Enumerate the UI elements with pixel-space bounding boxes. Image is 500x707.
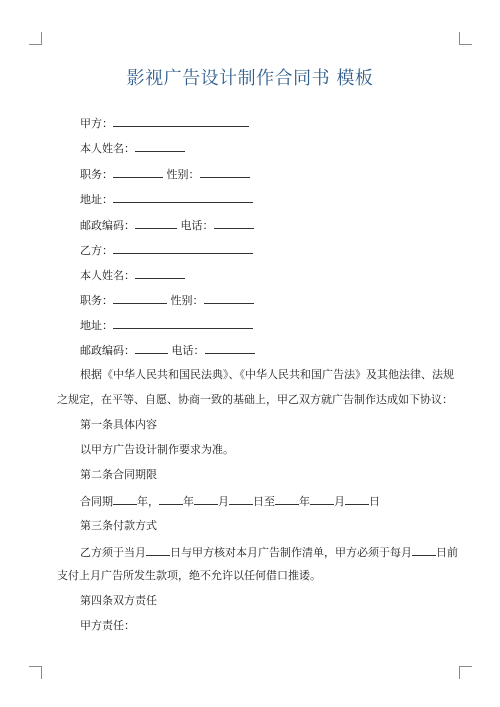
party-b-postcode-label: 邮政编码： xyxy=(80,344,135,357)
crop-mark-bottom-left xyxy=(29,666,42,679)
party-b-address-blank[interactable] xyxy=(113,317,253,329)
party-a-line xyxy=(80,115,249,131)
start-year2-blank[interactable] xyxy=(159,493,183,505)
year-label: 年 xyxy=(183,495,194,508)
party-a-position-line xyxy=(80,166,250,182)
article-1-text: 以甲方广告设计制作要求为准。 xyxy=(80,443,234,456)
article-1-heading: 第一条具体内容 xyxy=(80,418,157,431)
party-b-phone-label: 电话： xyxy=(171,344,205,357)
party-a-address-label: 地址： xyxy=(80,193,113,206)
end-year-blank[interactable] xyxy=(275,493,299,505)
payment-line-1 xyxy=(80,544,458,560)
party-a-postcode-line xyxy=(80,217,254,233)
start-year-blank[interactable] xyxy=(113,493,137,505)
party-b-label: 乙方： xyxy=(80,244,113,257)
article-4-heading: 第四条双方责任 xyxy=(80,594,157,607)
check-day-blank[interactable] xyxy=(146,544,170,556)
start-day-blank[interactable] xyxy=(229,493,253,505)
party-b-position-blank[interactable] xyxy=(113,292,167,304)
party-a-position-blank[interactable] xyxy=(113,166,163,178)
party-a-label: 甲方： xyxy=(80,117,113,130)
payment-text-b: 日与甲方核对本月广告制作清单，甲方必须于每月 xyxy=(170,546,412,559)
crop-mark-top-right xyxy=(459,32,472,45)
article-2-heading: 第二条合同期限 xyxy=(80,468,157,481)
preamble-line-1: 根据《中华人民共和国民法典》、《中华人民共和国广告法》及其他法律、法规 xyxy=(80,368,454,381)
year-label: 年 xyxy=(137,495,148,508)
article-3-heading: 第三条付款方式 xyxy=(80,519,157,532)
party-b-name-blank[interactable] xyxy=(135,267,185,279)
party-b-postcode-blank[interactable] xyxy=(135,342,168,354)
month-label: 月 xyxy=(334,495,345,508)
party-b-phone-blank[interactable] xyxy=(205,342,255,354)
party-a-phone-label: 电话： xyxy=(180,219,214,232)
party-a-name-line xyxy=(80,140,185,156)
party-a-phone-blank[interactable] xyxy=(214,217,254,229)
document-title: 影视广告设计制作合同书 模板 xyxy=(126,68,374,89)
party-a-name-blank[interactable] xyxy=(135,140,185,152)
party-b-name-label: 本人姓名： xyxy=(80,269,135,282)
party-b-name-line xyxy=(80,267,185,283)
party-a-gender-label: 性别： xyxy=(166,168,200,181)
end-day-blank[interactable] xyxy=(345,493,369,505)
party-a-gender-blank[interactable] xyxy=(200,166,250,178)
payment-text-c: 日前 xyxy=(436,546,458,559)
party-b-line xyxy=(80,242,253,258)
payment-day-blank[interactable] xyxy=(412,544,436,556)
party-a-address-line xyxy=(80,191,253,207)
party-a-blank[interactable] xyxy=(113,115,249,127)
party-b-address-label: 地址： xyxy=(80,319,113,332)
party-a-position-label: 职务： xyxy=(80,168,113,181)
party-a-postcode-label: 邮政编码： xyxy=(80,219,135,232)
crop-mark-bottom-right xyxy=(459,666,472,679)
crop-mark-top-left xyxy=(29,32,42,45)
party-b-postcode-line xyxy=(80,342,255,358)
month-label: 月 xyxy=(218,495,229,508)
party-a-duty-label: 甲方责任： xyxy=(80,619,135,632)
party-b-gender-blank[interactable] xyxy=(204,292,254,304)
day-label: 日 xyxy=(369,495,380,508)
year-label: 年 xyxy=(299,495,310,508)
comma: ， xyxy=(148,495,159,508)
payment-text-a: 乙方须于当月 xyxy=(80,546,146,559)
payment-line-2: 支付上月广告所发生款项，绝不允许以任何借口推诿。 xyxy=(57,569,321,582)
contract-period-label: 合同期 xyxy=(80,495,113,508)
start-month-blank[interactable] xyxy=(194,493,218,505)
party-b-blank[interactable] xyxy=(113,242,253,254)
party-b-position-line xyxy=(80,292,254,308)
day-to-label: 日至 xyxy=(253,495,275,508)
end-month-blank[interactable] xyxy=(310,493,334,505)
party-b-gender-label: 性别： xyxy=(170,294,204,307)
party-a-postcode-blank[interactable] xyxy=(135,217,177,229)
party-b-address-line xyxy=(80,317,253,333)
contract-period-line xyxy=(80,493,380,509)
preamble-line-2: 之规定，在平等、自愿、协商一致的基础上，甲乙双方就广告制作达成如下协议： xyxy=(57,393,453,406)
party-a-address-blank[interactable] xyxy=(113,191,253,203)
party-b-position-label: 职务： xyxy=(80,294,113,307)
party-a-name-label: 本人姓名： xyxy=(80,142,135,155)
